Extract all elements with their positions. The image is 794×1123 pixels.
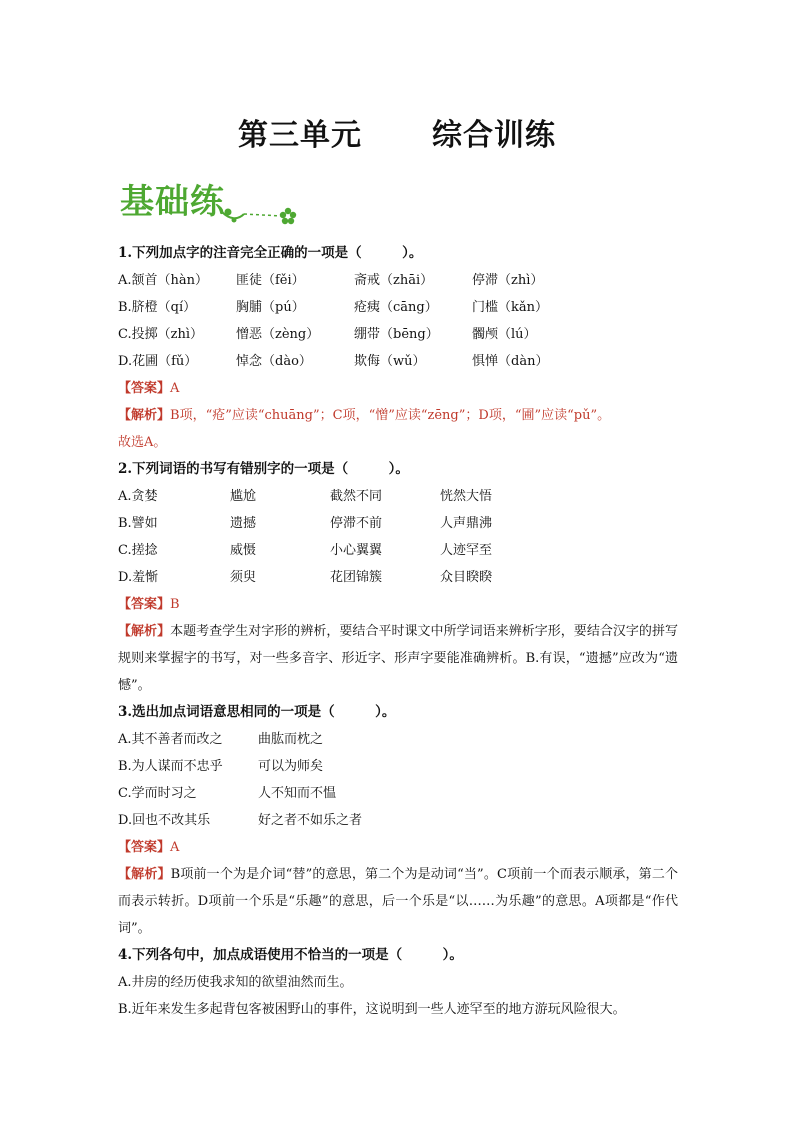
option-row xyxy=(118,321,678,348)
option-cell: 憎恶（zèng） xyxy=(236,327,320,342)
option-cell: A.贪婪 xyxy=(118,489,158,504)
option-cell: 欺侮（wǔ） xyxy=(354,354,426,369)
section-banner xyxy=(120,170,300,230)
analysis-tag: 【解析】 xyxy=(118,867,171,882)
option-row xyxy=(118,537,678,564)
analysis-text: B项，“疮”应读“chuāng”；C项，“憎”应读“zēng”；D项，“圃”应读“pǔ”。 xyxy=(170,408,611,423)
analysis-text: 本题考查学生对字形的辨析，要结合平时课文中所学词语来辨析字形，要结合汉字的拼写规则来掌握字的书写，对一些多音字、形近字、形声字要能准确辨析。B.有误，“遗撼”应改为“遗憾”。 xyxy=(118,624,678,693)
option-cell: B.脐橙（qí） xyxy=(118,300,197,315)
option-cell: D.羞惭 xyxy=(118,570,159,585)
section-label: 基础练 xyxy=(120,182,225,222)
option-cell: D.回也不改其乐 xyxy=(118,813,211,828)
analysis-tag: 【解析】 xyxy=(118,624,171,639)
option-cell: 遗撼 xyxy=(230,516,257,531)
option-cell: 惧惮（dàn） xyxy=(472,354,549,369)
analysis-text: B项前一个为是介词“替”的意思，第二个为是动词“当”。C项前一个而表示顺承，第二个而表示转折。D项前一个乐是“乐趣”的意思，后一个乐是“以……为乐趣”的意思。A项都是“作代词”。 xyxy=(118,867,678,936)
option-row xyxy=(118,726,678,753)
answer-tag: 【答案】 xyxy=(118,840,171,855)
option-cell: C.投掷（zhì） xyxy=(118,327,203,342)
option-cell: A.颔首（hàn） xyxy=(118,273,209,288)
option-cell: 疮痍（cāng） xyxy=(354,300,438,315)
option-row: B.近年来发生多起背包客被困野山的事件，这说明到一些人迹罕至的地方游玩风险很大。 xyxy=(118,1002,626,1017)
vine-flower-icon xyxy=(220,198,300,228)
option-cell: 须臾 xyxy=(230,570,257,585)
question-1-stem: 1.下列加点字的注音完全正确的一项是（ ）。 xyxy=(118,245,423,261)
option-cell: 截然不同 xyxy=(330,489,383,504)
analysis-block xyxy=(118,618,678,699)
answer-tag: 【答案】 xyxy=(118,381,171,396)
question-3-stem: 3.选出加点词语意思相同的一项是（ ）。 xyxy=(118,704,396,720)
option-row xyxy=(118,780,678,807)
exercise-content xyxy=(118,240,678,1023)
analysis-block xyxy=(118,861,678,942)
option-cell: 斋戒（zhāi） xyxy=(354,273,434,288)
answer-line xyxy=(118,834,678,861)
answer-tag: 【答案】 xyxy=(118,597,171,612)
option-row xyxy=(118,807,678,834)
option-cell: 髑颅（lú） xyxy=(472,327,537,342)
title-topic: 综合训练 xyxy=(432,118,556,153)
page-title xyxy=(0,110,794,154)
option-row xyxy=(118,564,678,591)
option-cell: 人迹罕至 xyxy=(440,543,493,558)
question-4-stem: 4.下列各句中，加点成语使用不恰当的一项是（ ）。 xyxy=(118,947,463,963)
option-cell: 花团锦簇 xyxy=(330,570,383,585)
answer-line xyxy=(118,375,678,402)
option-cell: 匪徒（fěi） xyxy=(236,273,305,288)
option-cell: 好之者不如乐之者 xyxy=(258,813,363,828)
option-cell: 可以为师矣 xyxy=(258,759,324,774)
option-cell: 恍然大悟 xyxy=(440,489,493,504)
option-cell: 曲肱而枕之 xyxy=(258,732,324,747)
option-row xyxy=(118,753,678,780)
option-row xyxy=(118,483,678,510)
option-cell: 人声鼎沸 xyxy=(440,516,493,531)
answer-value: A xyxy=(170,381,180,396)
option-row xyxy=(118,348,678,375)
option-cell: B.为人谋而不忠乎 xyxy=(118,759,223,774)
option-cell: 众目睽睽 xyxy=(440,570,493,585)
option-row xyxy=(118,267,678,294)
option-cell: 尴尬 xyxy=(230,489,257,504)
option-cell: 人不知而不愠 xyxy=(258,786,337,801)
option-cell: C.搓捻 xyxy=(118,543,158,558)
answer-line xyxy=(118,591,678,618)
option-cell: D.花圃（fǔ） xyxy=(118,354,198,369)
answer-value: A xyxy=(170,840,180,855)
option-cell: 门槛（kǎn） xyxy=(472,300,549,315)
option-cell: B.譬如 xyxy=(118,516,158,531)
question-2-stem: 2.下列词语的书写有错别字的一项是（ ）。 xyxy=(118,461,409,477)
option-cell: 停滞（zhì） xyxy=(472,273,544,288)
option-cell: 停滞不前 xyxy=(330,516,383,531)
title-unit: 第三单元 xyxy=(238,118,362,153)
option-cell: 小心翼翼 xyxy=(330,543,383,558)
option-cell: 悼念（dào） xyxy=(236,354,312,369)
option-cell: 威慑 xyxy=(230,543,257,558)
option-row xyxy=(118,510,678,537)
analysis-tag: 【解析】 xyxy=(118,408,171,423)
option-row xyxy=(118,294,678,321)
option-cell: 绷带（bēng） xyxy=(354,327,439,342)
option-cell: 胸脯（pú） xyxy=(236,300,305,315)
analysis-block xyxy=(118,402,678,456)
option-row: A.井房的经历使我求知的欲望油然而生。 xyxy=(118,975,353,990)
answer-value: B xyxy=(170,597,180,612)
option-cell: C.学而时习之 xyxy=(118,786,197,801)
analysis-text: 故选A。 xyxy=(118,435,167,450)
option-cell: A.其不善者而改之 xyxy=(118,732,223,747)
